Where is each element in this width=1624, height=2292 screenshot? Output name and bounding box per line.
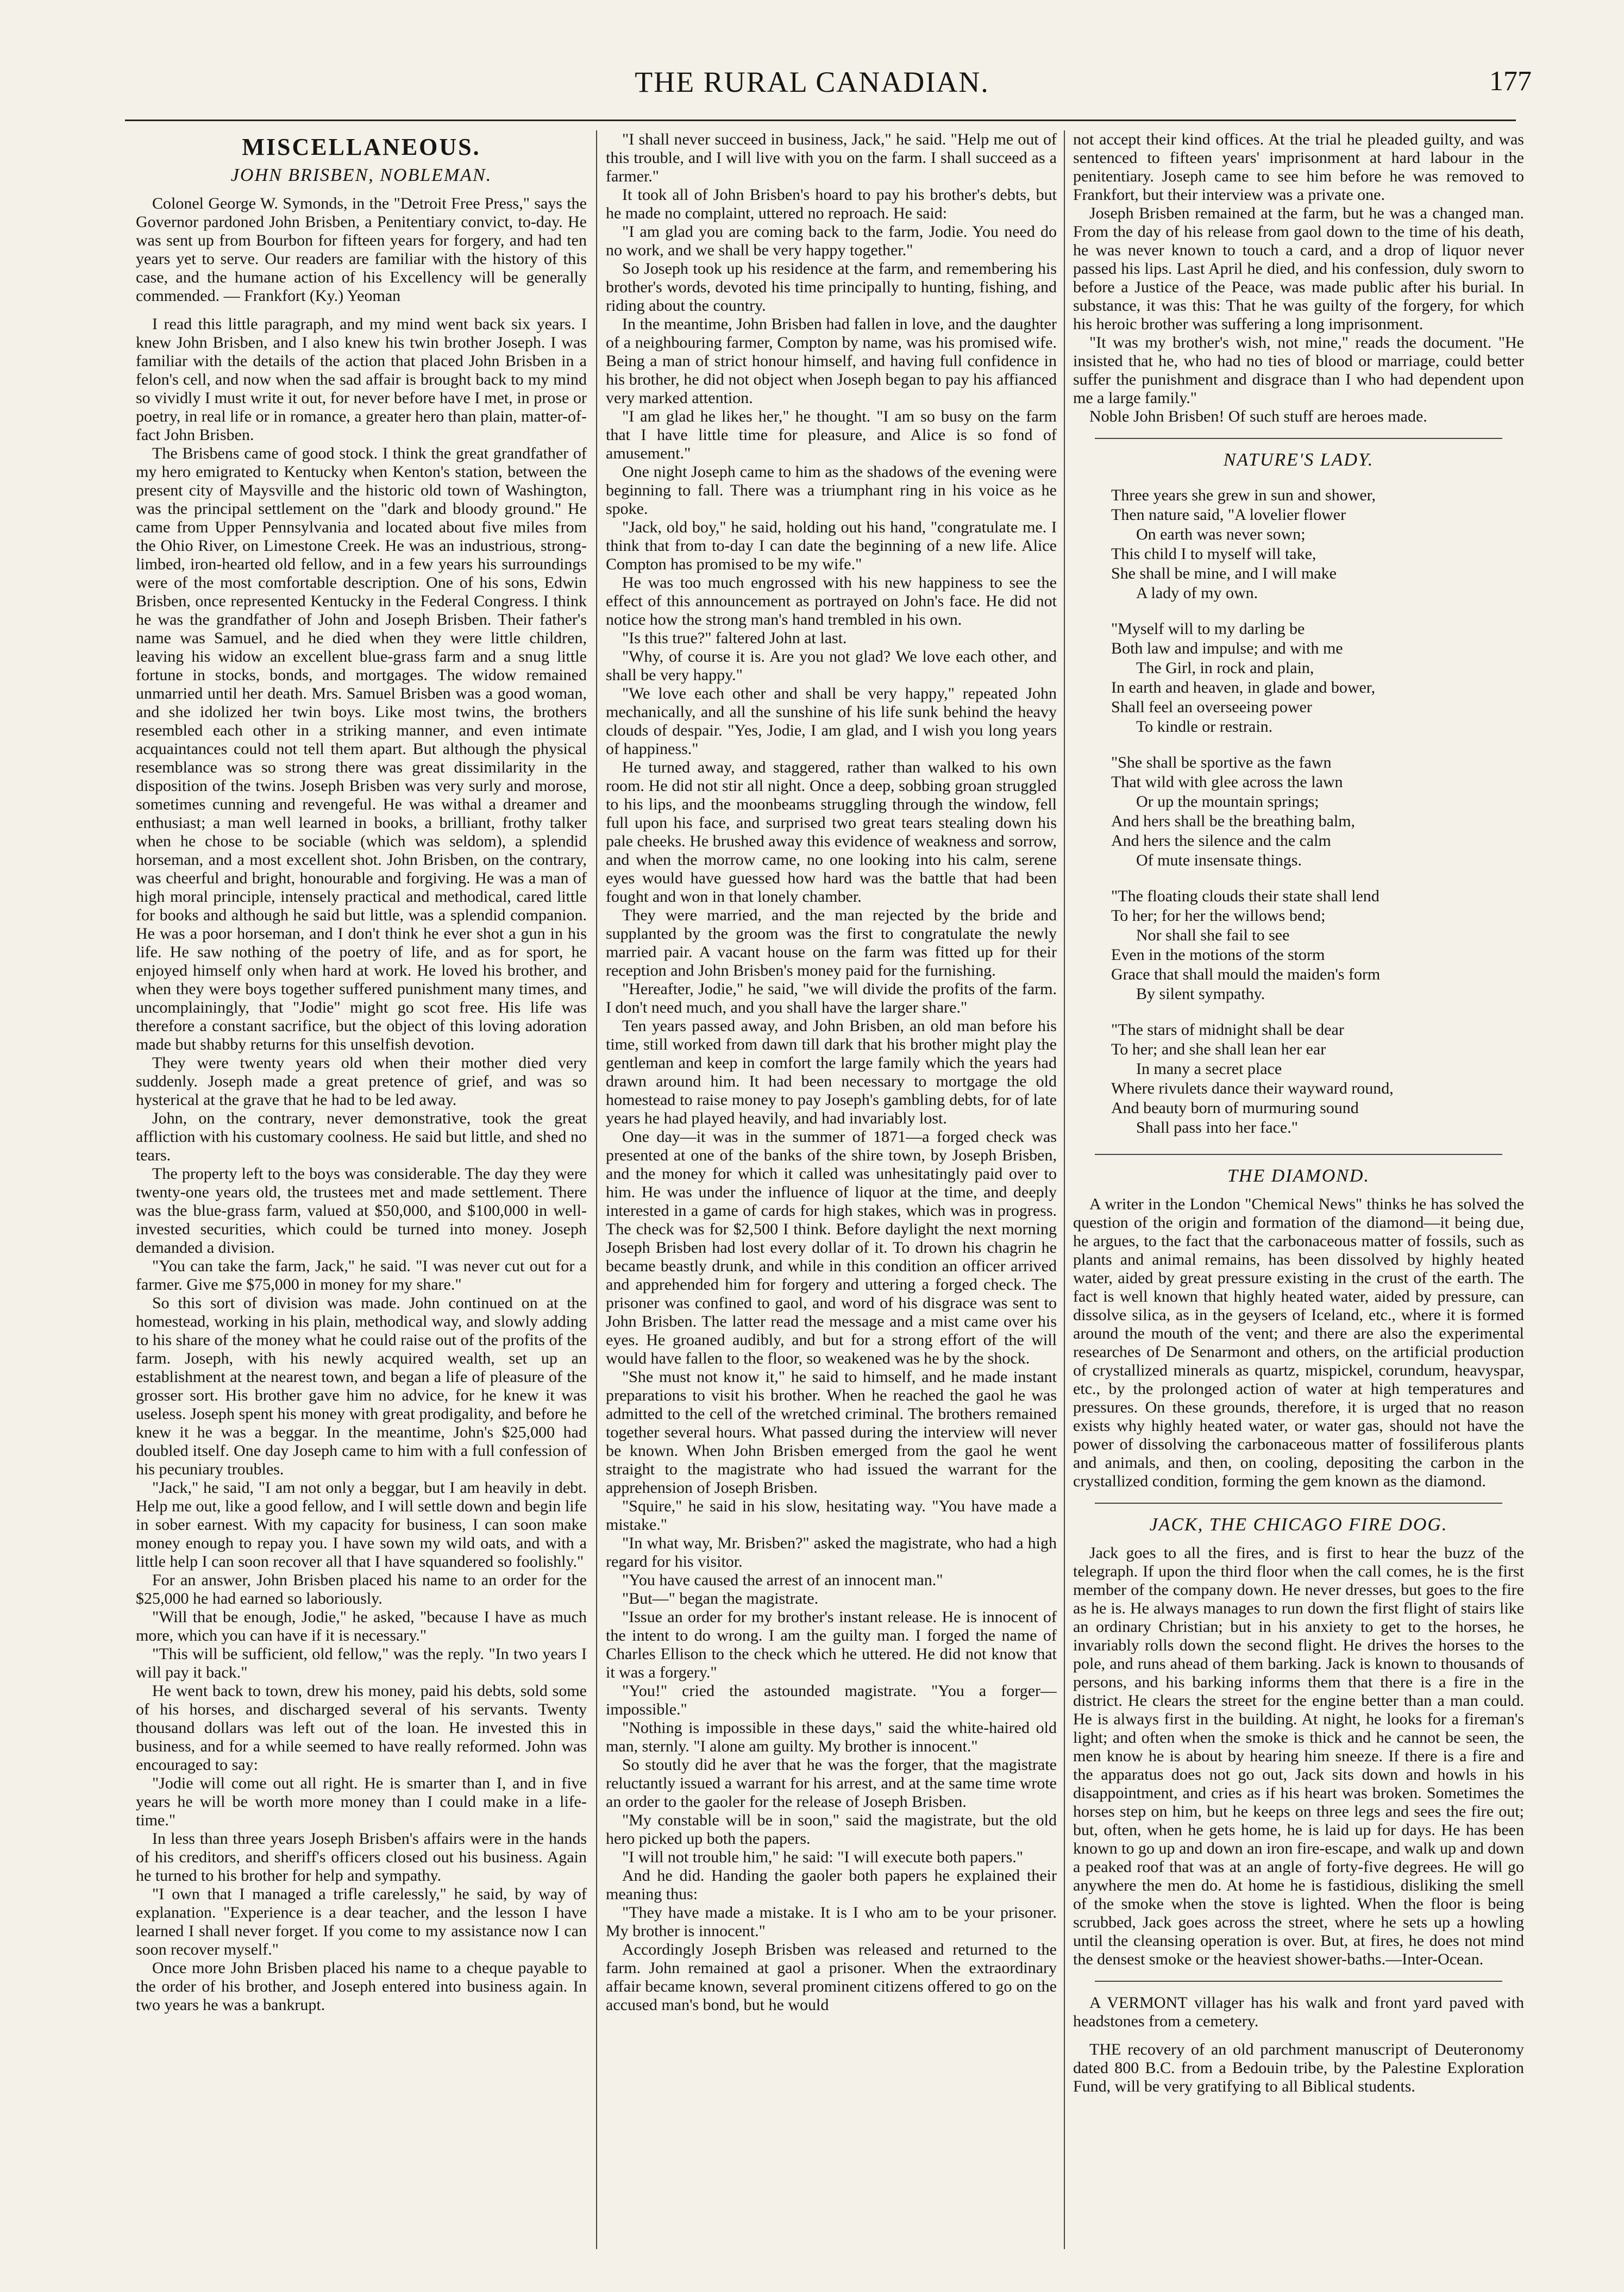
paragraph: "You!" cried the astounded magistrate. "You a forger—impossible." [606,1682,1057,1718]
verse-line: And hers the silence and the calm [1111,832,1331,850]
paragraph: The property left to the boys was considerable. The day they were twenty-one years old, the trustees met and made settlement. There was the blue-grass farm, valued at $50,000, and $100,000 in well-invested securities, which could be turned into money. Joseph demanded a division. [136,1165,587,1257]
paragraph: John, on the contrary, never demonstrative, took the great affliction with his customary coolness. He said but little, and shed no tears. [136,1109,587,1164]
paragraph: I read this little paragraph, and my mind went back six years. I knew John Brisben, and I also knew his twin brother Joseph. I was familiar with the details of the action that placed John Brisben in a felon's cell, and now when the sad affair is brought back to my mind so vividly I must write it out, for never before have I met, in prose or poetry, in real life or in romance, a greater hero than plain, matter-of-fact John Brisben. [136,315,587,444]
column-2 [606,130,1057,2249]
paragraph: not accept their kind offices. At the trial he pleaded guilty, and was sentenced to fifteen years' imprisonment at hard labour in the penitentiary. Joseph came to see him before he was removed to Frankfort, but their interview was a private one. [1073,130,1524,204]
verse-line: On earth was never sown; [1136,525,1306,543]
column-1 [136,130,587,2249]
verse-line: Shall pass into her face." [1136,1119,1298,1136]
verse-line: The Girl, in rock and plain, [1136,659,1314,677]
verse-line: "She shall be sportive as the fawn [1111,753,1332,771]
paragraph: "Issue an order for my brother's instant release. He is innocent of the intent to do wrong. I am the guilty man. I forged the name of Charles Ellison to the check which he uttered. He did not know that it was a forgery." [606,1608,1057,1681]
paragraph: "Will that be enough, Jodie," he asked, "because I have as much more, which you can have if it is necessary." [136,1608,587,1644]
poem-stanza [1111,887,1524,1004]
verse-line: Both law and impulse; and with me [1111,639,1343,657]
paragraph: A VERMONT villager has his walk and front yard paved with headstones from a cemetery. [1073,1994,1524,2030]
paragraph-gap [1073,2031,1524,2040]
verse-line: "The stars of midnight shall be dear [1111,1021,1344,1039]
paragraph: In less than three years Joseph Brisben's affairs were in the hands of his creditors, and sheriff's officers closed out his business. Again he turned to his brother for help and sympathy. [136,1830,587,1885]
verse-line: Where rivulets dance their wayward round, [1111,1079,1394,1097]
verse-line: And beauty born of murmuring sound [1111,1099,1359,1117]
verse-line: Shall feel an overseeing power [1111,698,1312,716]
verse-line: In earth and heaven, in glade and bower, [1111,679,1376,696]
paragraph: "In what way, Mr. Brisben?" asked the magistrate, who had a high regard for his visitor. [606,1534,1057,1571]
paragraph: He turned away, and staggered, rather than walked to his own room. He did not stir all night. Once a deep, sobbing groan struggled to his lips, and the moonbeams struggling through the window, fell full upon his face, and surprised two great tears stealing down his pale cheeks. He brushed away this evidence of weakness and sorrow, and when the morrow came, no one looking into his calm, serene eyes would have guessed how hard was the battle that had been fought and won in that lonely chamber. [606,758,1057,906]
paragraph: Ten years passed away, and John Brisben, an old man before his time, still worked from dawn till dark that his brother might play the gentleman and keep in comfort the large family which the years had drawn around him. It had been necessary to mortgage the old homestead to raise money to pay Joseph's gambling debts, for of late years he had played heavily, and had invariably lost. [606,1017,1057,1127]
section-rule [1095,1154,1502,1155]
poem-stanza [1111,619,1524,737]
paragraph: "I am glad you are coming back to the farm, Jodie. You need do no work, and we shall be very happy together." [606,223,1057,259]
paragraph: "I will not trouble him," he said: "I will execute both papers." [622,1848,1023,1866]
paragraph: Once more John Brisben placed his name to a cheque payable to the order of his brother, and Joseph entered into business again. In two years he was a bankrupt. [136,1959,587,2014]
story-title: JOHN BRISBEN, NOBLEMAN. [230,165,492,185]
paragraph: "I am glad he likes her," he thought. "I am so busy on the farm that I have little time for pleasure, and Alice is so fond of amusement." [606,407,1057,462]
diamond-title: THE DIAMOND. [1227,1166,1370,1186]
section-rule [1095,1503,1502,1504]
paragraph: Joseph Brisben remained at the farm, but he was a changed man. From the day of his release from gaol down to the time of his death, he was never known to touch a card, and a drop of liquor never passed his lips. Last April he died, and his confession, duly sworn to before a Justice of the Peace, was made public after his burial. In substance, it was this: That he was guilty of the forgery, for which his heroic brother was suffering a long imprisonment. [1073,204,1524,333]
paragraph: For an answer, John Brisben placed his name to an order for the $25,000 he had earned so laboriously. [136,1571,587,1607]
verse-line: Grace that shall mould the maiden's form [1111,965,1381,983]
verse-line: "The floating clouds their state shall lend [1111,887,1380,905]
paragraph: "Jodie will come out all right. He is smarter than I, and in five years he will be worth more money than I could make in a life-time." [136,1774,587,1829]
paragraph: "Nothing is impossible in these days," said the white-haired old man, sternly. "I alone am guilty. My brother is innocent." [606,1719,1057,1755]
verse-line: This child I to myself will take, [1111,545,1316,563]
paragraph: So this sort of division was made. John continued on at the homestead, working in his plain, methodical way, and slowly adding to his share of the money what he could raise out of the profits of the farm. Joseph, with his newly acquired wealth, set up an establishment at the nearest town, and began a life of pleasure of the grosser sort. His brother gave him no advice, for he knew it was useless. Joseph spent his money with great prodigality, and before he knew it he was a beggar. In the meantime, John's $25,000 had doubled itself. One day Joseph came to him with a full confession of his pecuniary troubles. [136,1294,587,1478]
poem [1111,486,1524,1138]
running-head [0,65,1624,114]
paragraph: He went back to town, drew his money, paid his debts, sold some of his horses, and discharged several of his servants. Twenty thousand dollars was left out of the loan. He invested this in business, and for a while seemed to have really reformed. John was encouraged to say: [136,1682,587,1774]
paragraph: "Is this true?" faltered John at last. [622,629,847,647]
section-title: MISCELLANEOUS. [242,134,481,160]
verse-line: Then nature said, "A lovelier flower [1111,506,1346,524]
paragraph: The Brisbens came of good stock. I think the great grandfather of my hero emigrated to Kentucky when Kenton's station, between the present city of Maysville and the historic old town of Washington, was the principal settlement on the "dark and bloody ground." He came from Upper Pennsylvania and located about five miles from the Ohio River, on Limestone Creek. He was an industrious, strong-limbed, iron-hearted old fellow, and in a few years his surroundings were of the most comfortable description. One of his sons, Edwin Brisben, once represented Kentucky in the Federal Congress. I think he was the grandfather of John and Joseph Brisben. Their father's name was Samuel, and he died when they were little children, leaving his widow an excellent blue-grass farm and a snug little fortune in stocks, bonds, and mortgages. The widow remained unmarried until her death. Mrs. Samuel Brisben was a good woman, and she idolized her twin boys. Like most twins, the brothers resembled each other in a striking manner, and even intimate acquaintances could not tell them apart. But although the physical resemblance was so strong there was great dissimilarity in the disposition of the twins. Joseph Brisben was very surly and morose, sometimes cunning and revengeful. He was withal a dreamer and enthusiast; a man well learned in books, a brilliant, frothy talker when he chose to be sociable (which was seldom), a splendid horseman, and a most excellent shot. John Brisben, on the contrary, was cheerful and bright, honourable and forgiving. He was a man of high moral principle, intensely practical and methodical, cared little for books and although he said but little, was a splendid companion. He was a poor horseman, and I don't think he ever shot a gun in his life. He saw nothing of the poetry of life, and as for sport, he enjoyed himself only when hard at work. He loved his brother, and when they were boys together suffered punishment many times, and uncomplainingly, that "Jodie" might go scot free. His life was therefore a constant sacrifice, but the object of this loving adoration made but shabby returns for this unselfish devotion. [136,444,587,1053]
paragraph: "My constable will be in soon," said the magistrate, but the old hero picked up both the papers. [606,1811,1057,1848]
paragraph: "You have caused the arrest of an innocent man." [622,1571,943,1589]
verse-line: Nor shall she fail to see [1136,926,1290,944]
poem-stanza [1111,753,1524,870]
paragraph: "Squire," he said in his slow, hesitating way. "You have made a mistake." [606,1497,1057,1534]
paragraph: "Hereafter, Jodie," he said, "we will divide the profits of the farm. I don't need much, and you shall have the larger share." [606,980,1057,1016]
verse-line: And hers shall be the breathing balm, [1111,812,1356,830]
verse-line: By silent sympathy. [1136,985,1265,1003]
jack-title: JACK, THE CHICAGO FIRE DOG. [1149,1515,1448,1535]
verse-line: To kindle or restrain. [1136,718,1273,736]
paragraph: It took all of John Brisben's hoard to pay his brother's debts, but he made no complaint, uttered no reproach. He said: [606,186,1057,222]
verse-line: "Myself will to my darling be [1111,620,1305,638]
paragraph: They were married, and the man rejected by the bride and supplanted by the groom was the first to congratulate the newly married pair. A vacant house on the farm was fitted up for their reception and John Brisben's money paid for the furnishing. [606,906,1057,979]
verse-line: A lady of my own. [1136,584,1258,602]
masthead: THE RURAL CANADIAN. [635,66,989,98]
column-3 [1073,130,1524,2249]
verse-line: Even in the motions of the storm [1111,946,1325,964]
header-rule [125,120,1516,121]
paragraph: Jack goes to all the fires, and is first to hear the buzz of the telegraph. If upon the third floor when the call comes, he is the first member of the company down. He never dresses, but goes to the fire as he is. He always manages to run down the first flight of stairs like an ordinary Christian; but in his anxiety to get to the horses, he invariably rolls down the second flight. He drives the horses to the pole, and runs ahead of them barking. Jack is known to thousands of persons, and his barking informs them that there is a fire in the district. He clears the street for the engine better than a man could. He is always first in the building. At night, he looks for a fireman's light; and often when the smoke is thick and he cannot be seen, the men know he is about by hearing him sneeze. If there is a fire and the apparatus does not go out, Jack sits down and howls in his disappointment, and cries as if his heart was broken. Sometimes the horses step on him, but he keeps on three legs and sees the fire out; but, often, when he gets home, he is laid up for days. He has been known to go up and down an iron fire-escape, and walk up and down a peaked roof that was at an angle of forty-five degrees. He will go anywhere the men do. At home he is fastidious, disliking the smell of the smoke when the stove is lighted. When the floor is being scrubbed, Jack goes across the street, where he sets up a howling until the cleansing operation is over. But, at fires, he does not mind the densest smoke or the heaviest shower-baths.—Inter-Ocean. [1073,1544,1524,1968]
column-divider [596,130,597,2249]
section-rule [1095,1981,1502,1982]
paragraph: He was too much engrossed with his new happiness to see the effect of this announcement as portrayed on John's face. He did not notice how the strong man's hand trembled in his own. [606,574,1057,629]
paragraph: "But—" began the magistrate. [622,1590,819,1607]
paragraph: In the meantime, John Brisben had fallen in love, and the daughter of a neighbouring farmer, Compton by name, was his promised wife. Being a man of strict honour himself, and having full confidence in his brother, he did not object when Joseph began to pay his affianced very marked attention. [606,315,1057,407]
verse-line: Or up the mountain springs; [1136,793,1319,811]
paragraph: A writer in the London "Chemical News" thinks he has solved the question of the origin and formation of the diamond—it being due, he argues, to the fact that the carbonaceous matter of fossils, such as plants and animal remains, has been dissolved by highly heated water, aided by great pressure existing in the crust of the earth. The fact is well known that highly heated water, aided by pressure, can dissolve silica, as in the geysers of Iceland, etc., where it is formed around the mouth of the vent; and there are also the experimental researches of De Senarmont and others, on the artificial production of crystallized minerals as quartz, mispickel, corundum, heavyspar, etc., by the prolonged action of water at high temperatures and pressures. On these grounds, therefore, it is urged that no reason exists why highly heated water, or water gas, should not have the power of dissolving the carbonaceous matter of fossiliferous plants and animals, and then, on cooling, depositing the carbon in the crystallized condition, forming the gem known as the diamond. [1073,1195,1524,1490]
paragraph-gap [136,305,587,315]
paragraph: "We love each other and shall be very happy," repeated John mechanically, and all the sunshine of his life sunk behind the heavy clouds of despair. "Yes, Jodie, I am glad, and I wish you long years of happiness." [606,685,1057,758]
paragraph: "She must not know it," he said to himself, and he made instant preparations to visit his brother. When he reached the gaol he was admitted to the cell of the wretched criminal. The brothers remained together several hours. What passed during the interview will never be known. When John Brisben emerged from the gaol he went straight to the magistrate who had issued the warrant for the apprehension of Joseph Brisben. [606,1368,1057,1497]
verse-line: She shall be mine, and I will make [1111,564,1337,582]
paragraph: One night Joseph came to him as the shadows of the evening were beginning to fall. There was a triumphant ring in his voice as he spoke. [606,463,1057,518]
verse-line: To her; and she shall lean her ear [1111,1040,1326,1058]
verse-line: Of mute insensate things. [1136,851,1302,869]
paragraph: "I own that I managed a trifle carelessly," he said, by way of explanation. "Experience is a dear teacher, and the lesson I have learned I shall never forget. If you come to my assistance now I can soon recover myself." [136,1885,587,1958]
paragraph: "Why, of course it is. Are you not glad? We love each other, and shall be very happy." [606,648,1057,684]
paragraph: Colonel George W. Symonds, in the "Detroit Free Press," says the Governor pardoned John Brisben, a Penitentiary convict, to-day. He was sent up from Bourbon for fifteen years for forgery, and had ten years yet to serve. Our readers are familiar with the history of this case, and the humane action of his Excellency will be generally commended. — Frankfort (Ky.) Yeoman [136,194,587,305]
paragraph: So stoutly did he aver that he was the forger, that the magistrate reluctantly issued a warrant for his arrest, and at the same time wrote an order to the gaoler for the release of Joseph Brisben. [606,1756,1057,1811]
page-number: 177 [1489,66,1532,97]
column-divider [1064,130,1065,2249]
paragraph: "This will be sufficient, old fellow," was the reply. "In two years I will pay it back." [136,1645,587,1681]
paragraph: "Jack," he said, "I am not only a beggar, but I am heavily in debt. Help me out, like a good fellow, and I will settle down and begin life in sober earnest. With my capacity for business, I can soon make money enough to repay you. I have sown my wild oats, and with a little help I can soon recover all that I have squandered so foolishly." [136,1479,587,1571]
paragraph: So Joseph took up his residence at the farm, and remembering his brother's words, devoted his time principally to hunting, fishing, and riding about the country. [606,260,1057,315]
paragraph: One day—it was in the summer of 1871—a forged check was presented at one of the banks of the shire town, by Joseph Brisben, and the money for which it called was unhesitatingly paid over to him. He was under the influence of liquor at the time, and deeply interested in a game of cards for high stakes, which was in progress. The check was for $2,500 I think. Before daylight the next morning Joseph Brisben had lost every dollar of it. To drown his chagrin he became beastly drunk, and while in this condition an officer arrived and apprehended him for forgery and uttering a forged check. The prisoner was confined to gaol, and word of his disgrace was sent to John Brisben. The latter read the message and a mist came over his eyes. He groaned audibly, and but for a strong effort of the will would have fallen to the floor, so weakened was he by the shock. [606,1128,1057,1367]
paragraph: "It was my brother's wish, not mine," reads the document. "He insisted that he, who had no ties of blood or marriage, could better suffer the punishment and disgrace than I who had dependent upon me a large family." [1073,334,1524,407]
paragraph: THE recovery of an old parchment manuscript of Deuteronomy dated 800 B.C. from a Bedouin tribe, by the Palestine Exploration Fund, will be very gratifying to all Biblical students. [1073,2040,1524,2095]
paragraph: Accordingly Joseph Brisben was released and returned to the farm. John remained at gaol a prisoner. When the extraordinary affair became known, several prominent citizens offered to go on the accused man's bond, but he would [606,1941,1057,2014]
poem-stanza [1111,1020,1524,1138]
paragraph: "Jack, old boy," he said, holding out his hand, "congratulate me. I think that from to-day I can date the beginning of a new life. Alice Compton has promised to be my wife." [606,518,1057,573]
paragraph: "They have made a mistake. It is I who am to be your prisoner. My brother is innocent." [606,1904,1057,1940]
paragraph: And he did. Handing the gaoler both papers he explained their meaning thus: [606,1867,1057,1903]
paragraph: "I shall never succeed in business, Jack," he said. "Help me out of this trouble, and I will live with you on the farm. I shall succeed as a farmer." [606,130,1057,185]
paragraph: "You can take the farm, Jack," he said. "I was never cut out for a farmer. Give me $75,000 in money for my share." [136,1257,587,1293]
section-rule [1095,438,1502,439]
poem-title: NATURE'S LADY. [1223,450,1374,470]
paragraph: Noble John Brisben! Of such stuff are heroes made. [1089,407,1427,425]
verse-line: In many a secret place [1136,1060,1282,1078]
paragraph: They were twenty years old when their mother died very suddenly. Joseph made a great pretence of grief, and was so hysterical at the grave that he had to be led away. [136,1054,587,1109]
poem-stanza [1111,486,1524,603]
verse-line: That wild with glee across the lawn [1111,773,1343,791]
verse-line: Three years she grew in sun and shower, [1111,486,1376,504]
verse-line: To her; for her the willows bend; [1111,907,1326,925]
